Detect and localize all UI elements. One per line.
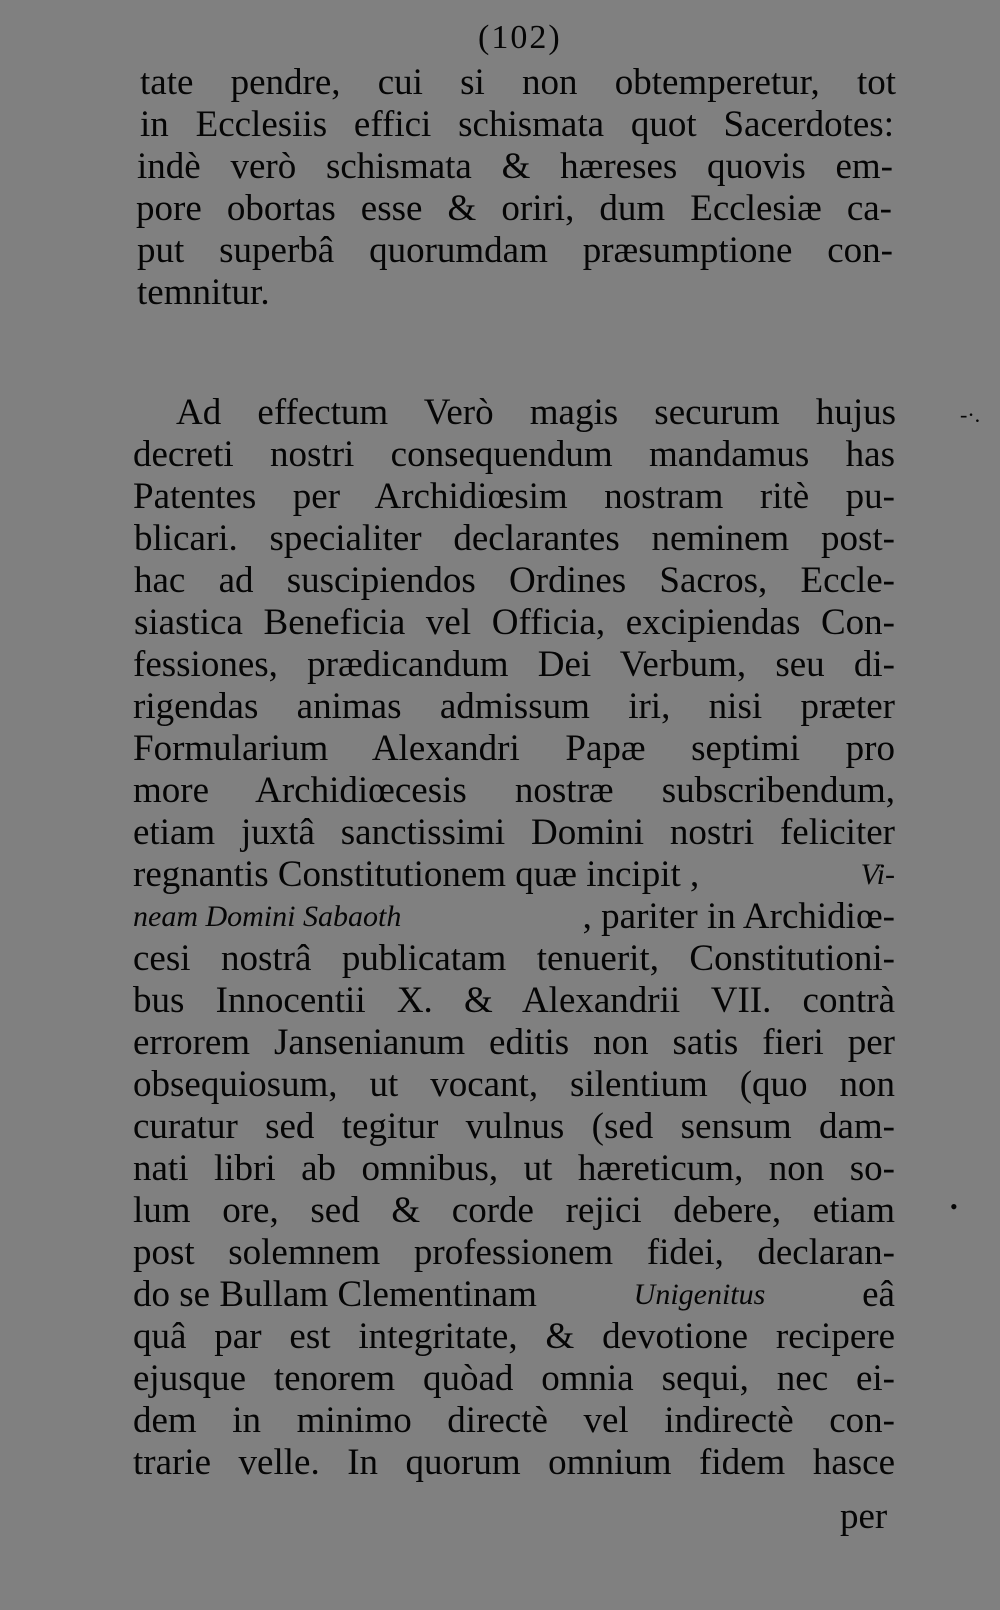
text-line: Patentes per Archidiœsim nostram ritè pu-	[133, 476, 895, 517]
text-line: Ad effectum Verò magis securum hujus	[176, 392, 896, 433]
text-line: dem in minimo directè vel indirectè con-	[133, 1400, 895, 1441]
text-line: more Archidiœcesis nostræ subscribendum,	[133, 770, 895, 811]
text-line-with-italic	[133, 854, 895, 896]
text-line: indè verò schismata & hæreses quovis em-	[137, 146, 893, 187]
text-line: put superbâ quorumdam præsumptione con-	[137, 230, 893, 271]
text-line: trarie velle. In quorum omnium fidem hasce	[133, 1442, 895, 1483]
text-line: temnitur.	[137, 272, 270, 313]
text-segment-roman: do se Bullam Clementinam	[133, 1274, 537, 1315]
text-segment-roman: eâ	[862, 1274, 895, 1315]
catchword: per	[840, 1496, 888, 1537]
text-line: lum ore, sed & corde rejici debere, etiam	[133, 1190, 895, 1231]
text-line: Formularium Alexandri Papæ septimi pro	[133, 728, 895, 769]
text-line: obsequiosum, ut vocant, silentium (quo non	[133, 1064, 895, 1105]
text-line: ejusque tenorem quòad omnia sequi, nec ei-	[133, 1358, 895, 1399]
text-line: cesi nostrâ publicatam tenuerit, Constitutioni-	[133, 938, 895, 979]
margin-mark: -·.	[960, 402, 981, 427]
text-line: post solemnem professionem fidei, declaran-	[133, 1232, 895, 1273]
text-line: in Ecclesiis effici schismata quot Sacerdotes:	[140, 104, 894, 145]
text-line: pore obortas esse & oriri, dum Ecclesiæ ca-	[136, 188, 892, 229]
text-line-with-italic	[133, 1274, 895, 1316]
text-line: etiam juxtâ sanctissimi Domini nostri feliciter	[133, 812, 895, 853]
text-line: rigendas animas admissum iri, nisi præter	[133, 686, 895, 727]
text-line: fessiones, prædicandum Dei Verbum, seu di-	[133, 644, 895, 685]
text-line: curatur sed tegitur vulnus (sed sensum dam-	[133, 1106, 895, 1147]
text-line: nati libri ab omnibus, ut hæreticum, non so-	[133, 1148, 895, 1189]
text-line-with-italic	[133, 896, 895, 938]
text-segment-roman: regnantis Constitutionem quæ incipit ,	[133, 854, 700, 895]
text-line: errorem Jansenianum editis non satis fieri per	[133, 1022, 895, 1063]
page-number: (102)	[478, 19, 562, 56]
text-line: bus Innocentii X. & Alexandrii VII. contrà	[133, 980, 895, 1021]
italic-phrase: Unigenitus	[633, 1278, 766, 1311]
italic-phrase: Vi-	[860, 858, 895, 891]
text-segment-roman: , pariter in Archidiœ-	[582, 896, 895, 937]
text-line: blicari. specialiter declarantes neminem post-	[134, 518, 895, 559]
text-line: hac ad suscipiendos Ordines Sacros, Eccle-	[134, 560, 895, 601]
text-line: decreti nostri consequendum mandamus has	[133, 434, 895, 475]
text-line: siastica Beneficia vel Officia, excipiendas Con-	[134, 602, 895, 643]
text-line: tate pendre, cui si non obtemperetur, tot	[140, 62, 896, 103]
italic-phrase: neam Domini Sabaoth	[133, 900, 402, 933]
text-line: quâ par est integritate, & devotione recipere	[133, 1316, 895, 1357]
margin-mark: •	[950, 1194, 958, 1219]
